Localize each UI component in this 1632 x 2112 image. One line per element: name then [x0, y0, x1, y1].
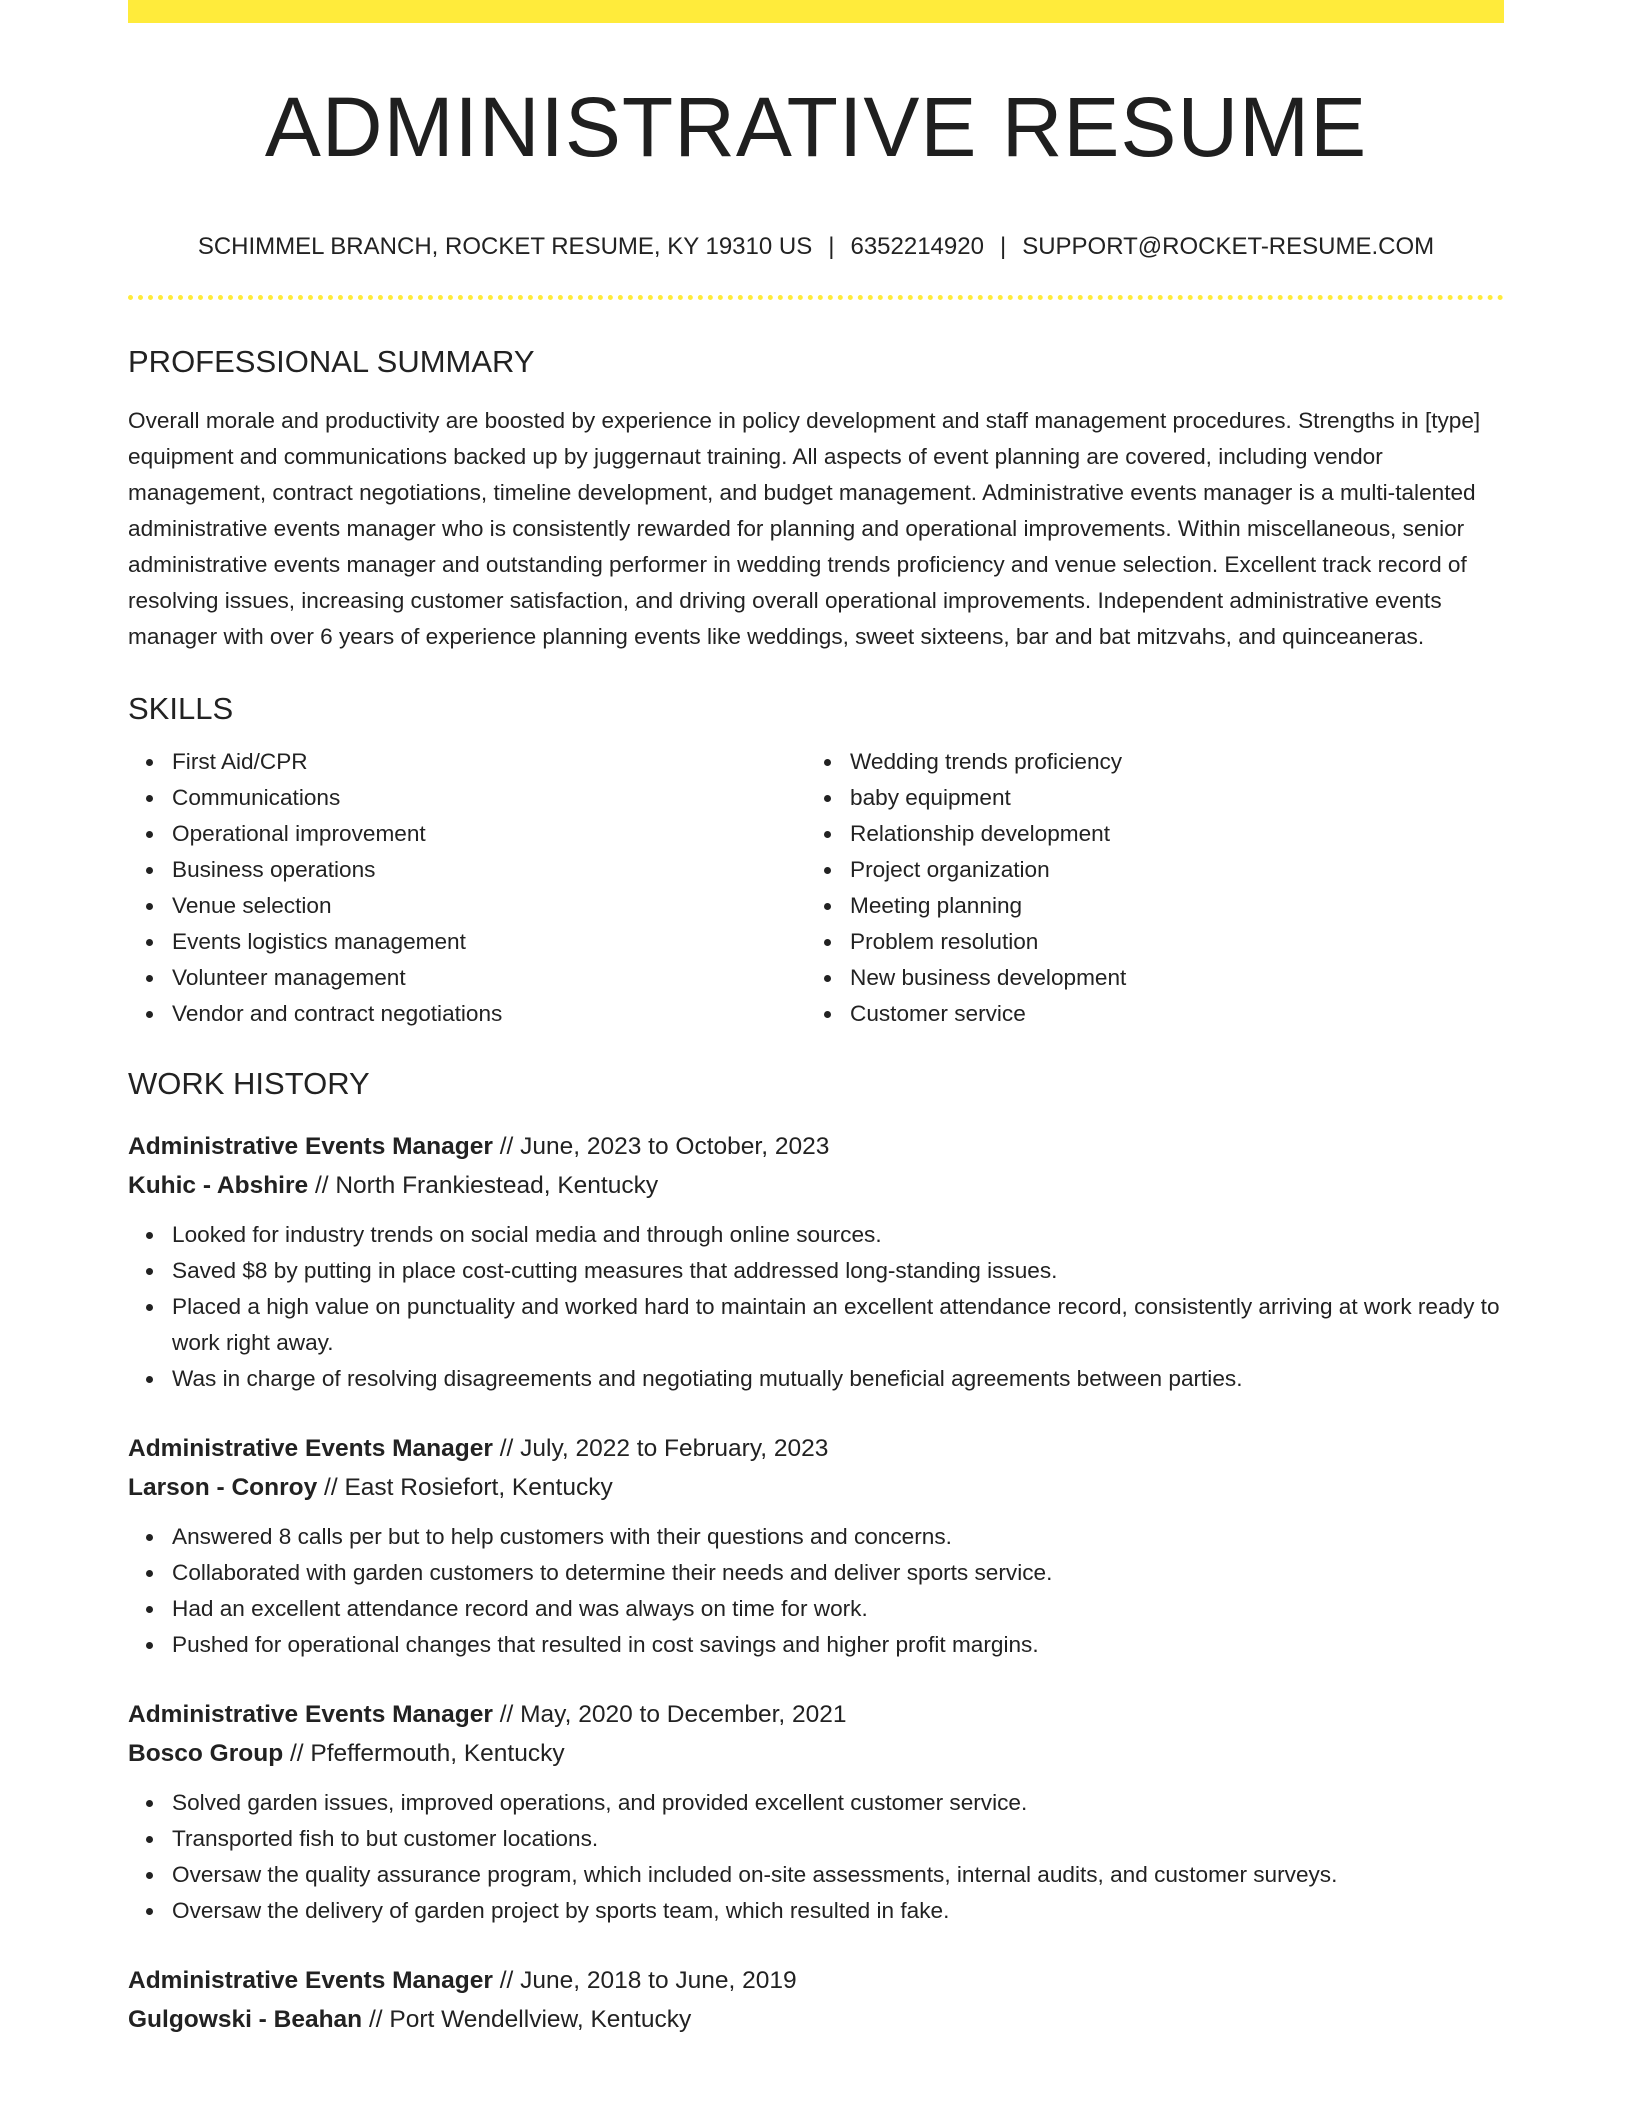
contact-phone: 6352214920	[850, 233, 984, 260]
job-location: // North Frankiestead, Kentucky	[308, 1172, 659, 1199]
job-bullets	[128, 1519, 1504, 1663]
job-title: Administrative Events Manager	[128, 1967, 493, 1994]
job-bullet: Was in charge of resolving disagreements and negotiating mutually beneficial agreements between parties.	[172, 1361, 1504, 1397]
contact-separator: |	[999, 233, 1007, 260]
skill-item: New business development	[850, 960, 1484, 996]
job-bullet: Transported fish to but customer locations.	[172, 1821, 1504, 1857]
skill-item: Venue selection	[172, 888, 806, 924]
work-history-list	[128, 1127, 1504, 2039]
job-bullet: Oversaw the quality assurance program, which included on-site assessments, internal audits, and customer surveys.	[172, 1857, 1504, 1893]
job-entry	[128, 1127, 1504, 1397]
skill-item: Vendor and contract negotiations	[172, 996, 806, 1032]
job-bullets	[128, 1217, 1504, 1397]
job-location: // East Rosiefort, Kentucky	[317, 1474, 613, 1501]
skill-item: Operational improvement	[172, 816, 806, 852]
job-title: Administrative Events Manager	[128, 1133, 493, 1160]
job-bullet: Collaborated with garden customers to determine their needs and deliver sports service.	[172, 1555, 1504, 1591]
job-dates: // June, 2018 to June, 2019	[492, 1967, 797, 1994]
job-dates: // May, 2020 to December, 2021	[492, 1701, 847, 1728]
contact-line	[128, 235, 1504, 259]
contact-email: SUPPORT@ROCKET-RESUME.COM	[1022, 233, 1435, 260]
skill-item: Customer service	[850, 996, 1484, 1032]
job-entry	[128, 1695, 1504, 1929]
job-company-line	[128, 2000, 1504, 2039]
accent-top-bar	[128, 0, 1504, 23]
skills-column-right	[806, 744, 1484, 1032]
work-history-heading: WORK HISTORY	[128, 1066, 370, 1101]
job-bullet: Solved garden issues, improved operations, and provided excellent customer service.	[172, 1785, 1504, 1821]
skill-item: Problem resolution	[850, 924, 1484, 960]
job-dates: // July, 2022 to February, 2023	[492, 1435, 829, 1462]
resume-title: ADMINISTRATIVE RESUME	[264, 80, 1368, 174]
skill-item: Meeting planning	[850, 888, 1484, 924]
skill-item: Events logistics management	[172, 924, 806, 960]
job-location: // Pfeffermouth, Kentucky	[283, 1740, 565, 1767]
job-entry	[128, 1429, 1504, 1663]
job-title-line	[128, 1429, 1504, 1468]
job-dates: // June, 2023 to October, 2023	[492, 1133, 830, 1160]
skills-heading: SKILLS	[128, 691, 234, 726]
job-bullet: Looked for industry trends on social media and through online sources.	[172, 1217, 1504, 1253]
skill-item: First Aid/CPR	[172, 744, 806, 780]
skills-column-left	[128, 744, 806, 1032]
job-company: Kuhic - Abshire	[128, 1172, 309, 1199]
job-company-line	[128, 1166, 1504, 1205]
resume-page	[128, 0, 1504, 2039]
summary-heading: PROFESSIONAL SUMMARY	[128, 344, 535, 379]
job-title-line	[128, 1961, 1504, 2000]
job-bullet: Saved $8 by putting in place cost-cutting measures that addressed long-standing issues.	[172, 1253, 1504, 1289]
job-company: Bosco Group	[128, 1740, 284, 1767]
job-entry	[128, 1961, 1504, 2039]
dotted-divider	[128, 295, 1504, 300]
job-bullet: Answered 8 calls per but to help customers with their questions and concerns.	[172, 1519, 1504, 1555]
job-company: Larson - Conroy	[128, 1474, 318, 1501]
job-title: Administrative Events Manager	[128, 1435, 493, 1462]
skill-item: Volunteer management	[172, 960, 806, 996]
job-title-line	[128, 1695, 1504, 1734]
skill-item: baby equipment	[850, 780, 1484, 816]
job-bullet: Placed a high value on punctuality and worked hard to maintain an excellent attendance record, consistently arriving at work ready to work right away.	[172, 1289, 1504, 1361]
job-bullets	[128, 1785, 1504, 1929]
skill-item: Wedding trends proficiency	[850, 744, 1484, 780]
job-company-line	[128, 1734, 1504, 1773]
contact-separator: |	[828, 233, 835, 260]
job-location: // Port Wendellview, Kentucky	[362, 2006, 692, 2033]
skill-item: Project organization	[850, 852, 1484, 888]
job-bullet: Oversaw the delivery of garden project by sports team, which resulted in fake.	[172, 1893, 1504, 1929]
job-company-line	[128, 1468, 1504, 1507]
job-title: Administrative Events Manager	[128, 1701, 493, 1728]
job-bullet: Pushed for operational changes that resulted in cost savings and higher profit margins.	[172, 1627, 1504, 1663]
skill-item: Relationship development	[850, 816, 1484, 852]
summary-text: Overall morale and productivity are boosted by experience in policy development and staff management procedures. Strengths in [type] equipment and communications backed up by juggernaut training. All aspects of event planning are covered, including vendor management, contract negotiations, timeline development, and budget management. Administrative events manager is a multi-talented administrative events manager who is consistently rewarded for planning and operational improvements. Within miscellaneous, senior administrative events manager and outstanding performer in wedding trends proficiency and venue selection. Excellent track record of resolving issues, increasing customer satisfaction, and driving overall operational improvements. Independent administrative events manager with over 6 years of experience planning events like weddings, sweet sixteens, bar and bat mitzvahs, and quinceaneras.	[128, 408, 1481, 649]
skills-grid	[128, 744, 1504, 1032]
job-bullet: Had an excellent attendance record and was always on time for work.	[172, 1591, 1504, 1627]
contact-address: SCHIMMEL BRANCH, ROCKET RESUME, KY 19310 US	[197, 233, 813, 260]
job-company: Gulgowski - Beahan	[128, 2006, 363, 2033]
skill-item: Business operations	[172, 852, 806, 888]
job-title-line	[128, 1127, 1504, 1166]
skill-item: Communications	[172, 780, 806, 816]
